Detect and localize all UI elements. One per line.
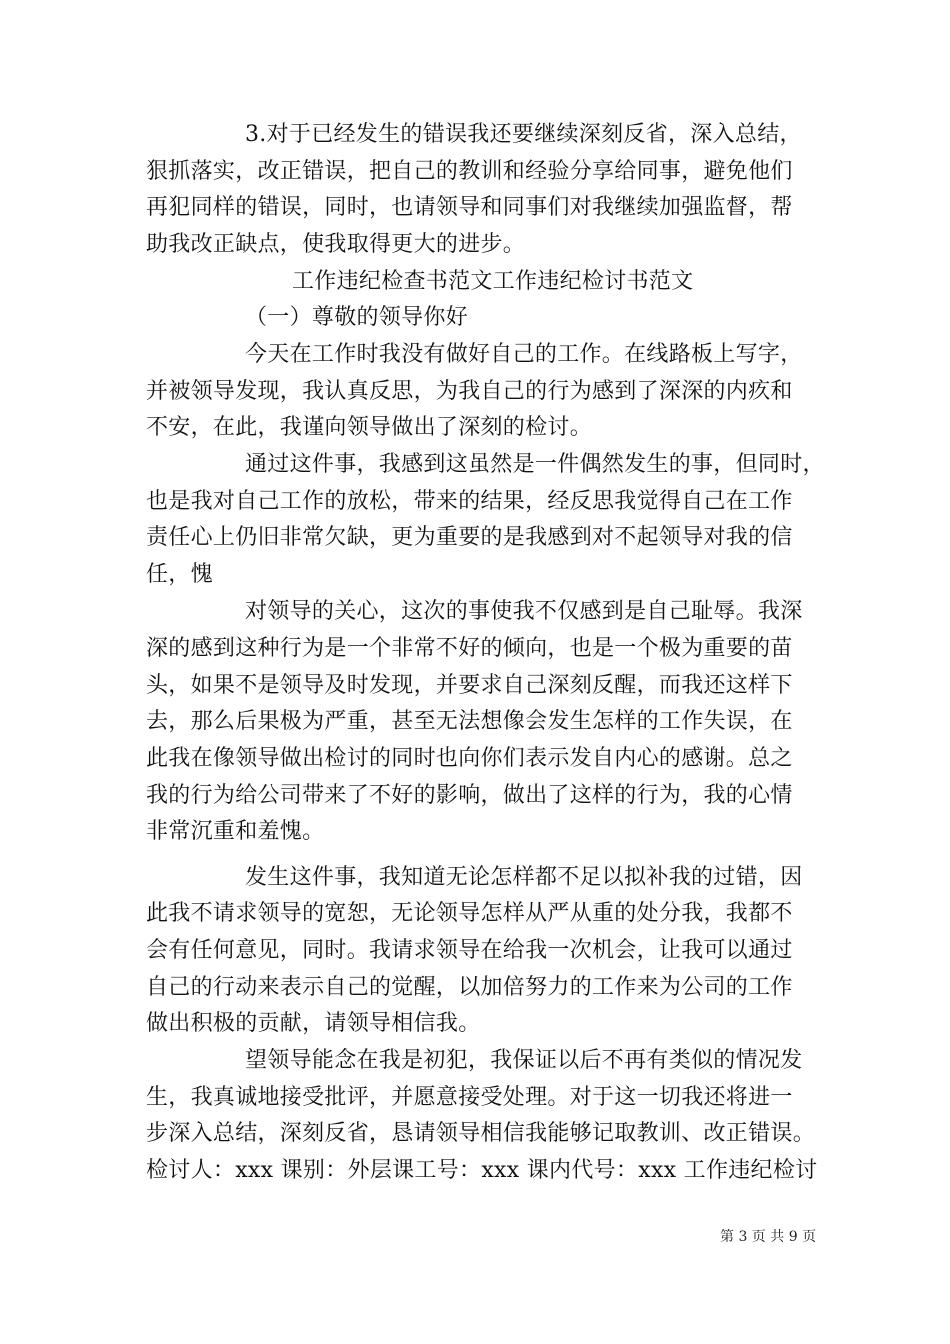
- paragraph-5-line-2: 此我不请求领导的宽恕，无论领导怎样从严从重的处分我，我都不: [146, 901, 793, 926]
- paragraph-2-line-2: 并被领导发现，我认真反思，为我自己的行为感到了深深的内疚和: [146, 379, 793, 404]
- paragraph-1-line-1: 3.对于已经发生的错误我还要继续深刻反省，深入总结，: [245, 122, 802, 147]
- paragraph-6-line-2: 生，我真诚地接受批评，并愿意接受处理。对于这一切我还将进一: [146, 1085, 793, 1110]
- paragraph-5-line-1: 发生这件事，我知道无论怎样都不足以拟补我的过错，因: [245, 865, 803, 890]
- paragraph-1-line-3: 再犯同样的错误，同时，也请领导和同事们对我继续加强监督，帮: [146, 195, 793, 220]
- paragraph-2-line-1: 今天在工作时我没有做好自己的工作。在线路板上写字，: [245, 342, 803, 367]
- paragraph-5-line-5: 做出积极的贡献，请领导相信我。: [146, 1011, 481, 1036]
- paragraph-6-line-3: 步深入总结，深刻反省，恳请领导相信我能够记取教训、改正错误。: [146, 1121, 816, 1146]
- signature-line: 检讨人：xxx 课别：外层课工号：xxx 课内代号：xxx 工作违纪检讨: [146, 1158, 818, 1183]
- paragraph-5-line-3: 会有任何意见，同时。我请求领导在给我一次机会，让我可以通过: [146, 938, 793, 963]
- paragraph-4-line-6: 我的行为给公司带来了不好的影响，做出了这样的行为，我的心情: [146, 783, 793, 808]
- paragraph-1-line-2: 狠抓落实，改正错误，把自己的教训和经验分享给同事，避免他们: [146, 159, 793, 184]
- paragraph-4-line-7: 非常沉重和羞愧。: [146, 819, 325, 844]
- paragraph-3-line-4: 任，愧: [146, 562, 213, 587]
- paragraph-4-line-1: 对领导的关心，这次的事使我不仅感到是自己耻辱。我深: [245, 599, 803, 624]
- paragraph-4-line-5: 此我在像领导做出检讨的同时也向你们表示发自内心的感谢。总之: [146, 746, 793, 771]
- paragraph-1-line-4: 助我改正缺点，使我取得更大的进步。: [146, 232, 526, 257]
- salutation: （一）尊敬的领导你好: [245, 305, 469, 330]
- paragraph-3-line-3: 责任心上仍旧非常欠缺，更为重要的是我感到对不起领导对我的信: [146, 525, 793, 550]
- paragraph-4-line-4: 去，那么后果极为严重，甚至无法想像会发生怎样的工作失误，在: [146, 709, 793, 734]
- paragraph-4-line-2: 深的感到这种行为是一个非常不好的倾向，也是一个极为重要的苗: [146, 636, 793, 661]
- paragraph-5-line-4: 自己的行动来表示自己的觉醒，以加倍努力的工作来为公司的工作: [146, 975, 793, 1000]
- paragraph-3-line-1: 通过这件事，我感到这虽然是一件偶然发生的事，但同时，: [245, 452, 825, 477]
- paragraph-3-line-2: 也是我对自己工作的放松，带来的结果，经反思我觉得自己在工作: [146, 489, 793, 514]
- page-number: 第 3 页 共 9 页: [720, 1229, 817, 1245]
- section-title: 工作违纪检查书范文工作违纪检讨书范文: [292, 269, 694, 294]
- paragraph-2-line-3: 不安，在此，我谨向领导做出了深刻的检讨。: [146, 415, 593, 440]
- paragraph-4-line-3: 头，如果不是领导及时发现，并要求自己深刻反醒，而我还这样下: [146, 673, 793, 698]
- paragraph-6-line-1: 望领导能念在我是初犯，我保证以后不再有类似的情况发: [245, 1048, 803, 1073]
